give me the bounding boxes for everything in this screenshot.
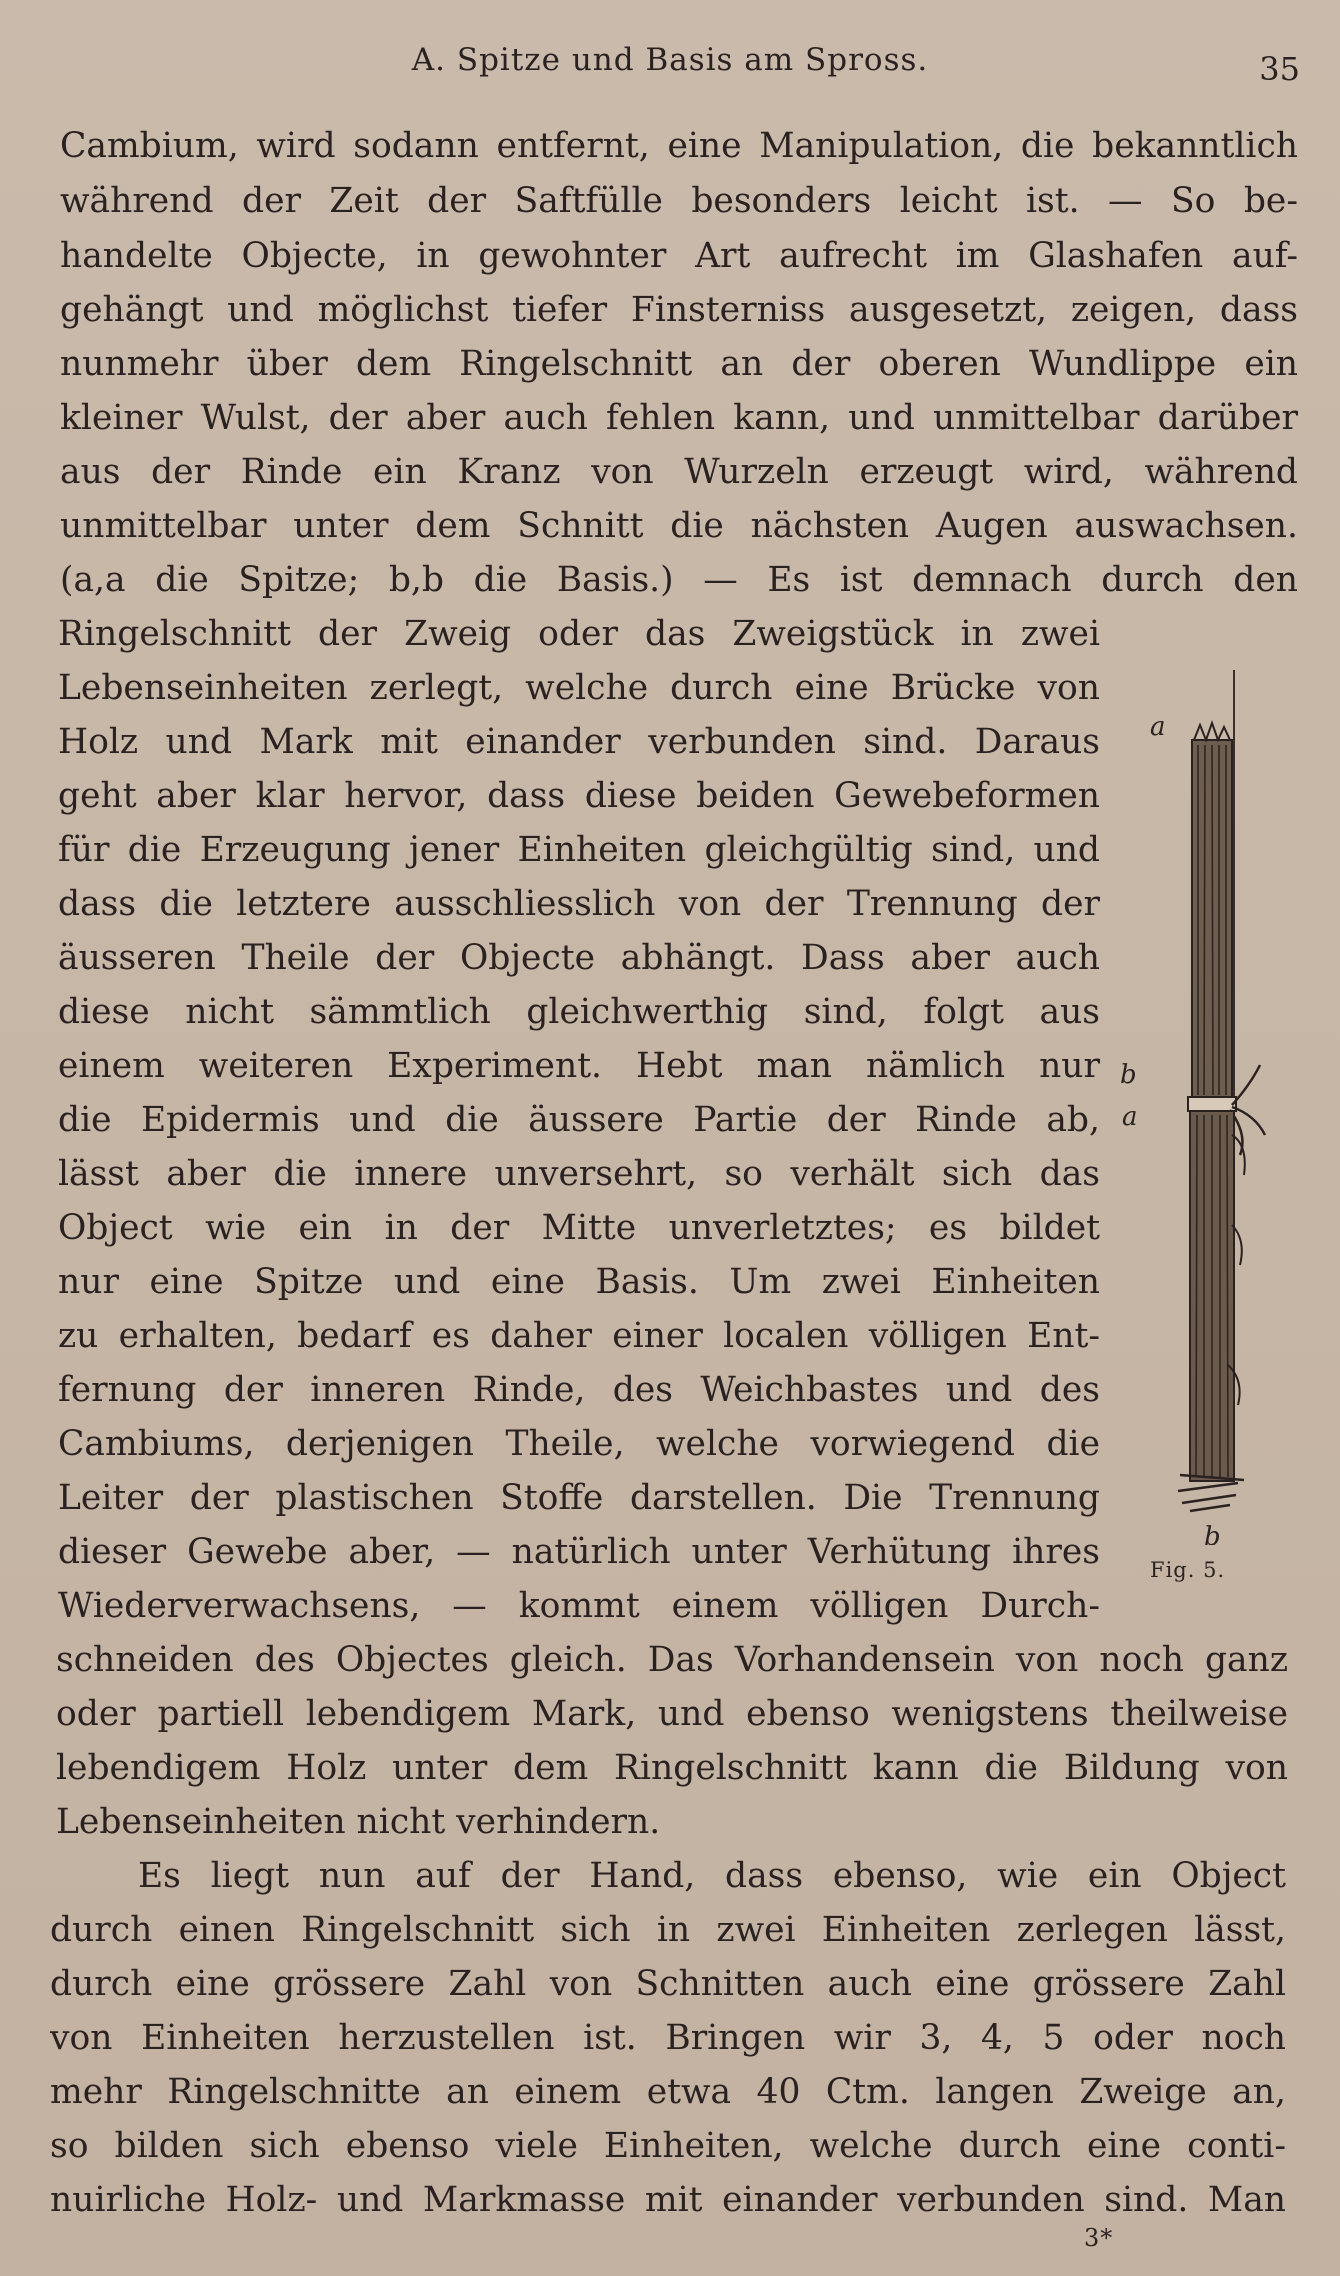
text-line: Cambiums, derjenigen Theile, welche vorwiegend die xyxy=(58,1424,1100,1464)
text-line: Object wie ein in der Mitte unverletztes; es bildet xyxy=(58,1208,1100,1248)
text-line: mehr Ringelschnitte an einem etwa 40 Ctm. langen Zweige an, xyxy=(50,2072,1286,2112)
text-line: die Epidermis und die äussere Partie der Rinde ab, xyxy=(58,1100,1100,1140)
text-line: (a,a die Spitze; b,b die Basis.) — Es ist demnach durch den xyxy=(60,560,1298,600)
ring-cut xyxy=(1188,1097,1236,1111)
text-line: kleiner Wulst, der aber auch fehlen kann, und unmittelbar darüber xyxy=(60,398,1298,438)
text-line: während der Zeit der Saftfülle besonders leicht ist. — So be- xyxy=(60,181,1298,221)
text-line: durch eine grössere Zahl von Schnitten auch eine grössere Zahl xyxy=(50,1964,1286,2004)
page-number: 35 xyxy=(1259,50,1300,88)
text-line: fernung der inneren Rinde, des Weichbastes und des xyxy=(58,1370,1100,1410)
text-line: Holz und Mark mit einander verbunden sind. Daraus xyxy=(58,722,1100,762)
text-line: nur eine Spitze und eine Basis. Um zwei Einheiten xyxy=(58,1262,1100,1302)
figure-label-b-bottom: b xyxy=(1204,1522,1221,1545)
figure-label-a-mid: a xyxy=(1122,1102,1138,1132)
text-line: gehängt und möglichst tiefer Finsterniss ausgesetzt, zeigen, dass xyxy=(60,290,1298,330)
text-line: oder partiell lebendigem Mark, und ebenso wenigstens theilweise xyxy=(56,1694,1288,1734)
text-line: nunmehr über dem Ringelschnitt an der oberen Wundlippe ein xyxy=(60,344,1298,384)
text-line: Wiederverwachsens, — kommt einem völligen Durch- xyxy=(58,1586,1100,1626)
text-line: äusseren Theile der Objecte abhängt. Dass aber auch xyxy=(58,938,1100,978)
text-line: Leiter der plastischen Stoffe darstellen. Die Trennung xyxy=(58,1478,1100,1518)
text-line: einem weiteren Experiment. Hebt man nämlich nur xyxy=(58,1046,1100,1086)
text-line: Lebenseinheiten nicht verhindern. xyxy=(56,1802,661,1842)
text-line: geht aber klar hervor, dass diese beiden Gewebeformen xyxy=(58,776,1100,816)
text-line: durch einen Ringelschnitt sich in zwei Einheiten zerlegen lässt, xyxy=(50,1910,1286,1950)
text-line: dass die letztere ausschliesslich von der Trennung der xyxy=(58,884,1100,924)
running-head: A. Spitze und Basis am Spross. xyxy=(411,42,929,78)
figure-label-a-top: a xyxy=(1150,712,1166,742)
text-line: zu erhalten, bedarf es daher einer localen völligen Ent- xyxy=(58,1316,1100,1356)
text-line: Cambium, wird sodann entfernt, eine Manipulation, die bekanntlich xyxy=(60,126,1298,166)
twig-tip xyxy=(1194,723,1230,740)
text-line: aus der Rinde ein Kranz von Wurzeln erzeugt wird, während xyxy=(60,452,1298,492)
text-line: Lebenseinheiten zerlegt, welche durch eine Brücke von xyxy=(58,668,1100,708)
signature-mark: 3* xyxy=(1084,2224,1114,2252)
text-line: für die Erzeugung jener Einheiten gleichgültig sind, und xyxy=(58,830,1100,870)
text-line: unmittelbar unter dem Schnitt die nächsten Augen auswachsen. xyxy=(60,506,1298,546)
text-line: diese nicht sämmtlich gleichwerthig sind, folgt aus xyxy=(58,992,1100,1032)
text-line: schneiden des Objectes gleich. Das Vorhandensein von noch ganz xyxy=(56,1640,1288,1680)
text-line: so bilden sich ebenso viele Einheiten, welche durch eine conti- xyxy=(50,2126,1286,2166)
figure-caption: Fig. 5. xyxy=(1150,1558,1226,1582)
figure-label-b-mid: b xyxy=(1120,1060,1137,1090)
text-line: lebendigem Holz unter dem Ringelschnitt kann die Bildung von xyxy=(56,1748,1288,1788)
text-line: Es liegt nun auf der Hand, dass ebenso, wie ein Object xyxy=(138,1856,1286,1896)
text-line: von Einheiten herzustellen ist. Bringen wir 3, 4, 5 oder noch xyxy=(50,2018,1286,2058)
text-line: handelte Objecte, in gewohnter Art aufrecht im Glashafen auf- xyxy=(60,236,1298,276)
text-line: nuirliche Holz- und Markmasse mit einander verbunden sind. Man xyxy=(50,2180,1286,2220)
text-line: lässt aber die innere unversehrt, so verhält sich das xyxy=(58,1154,1100,1194)
text-line: Ringelschnitt der Zweig oder das Zweigstück in zwei xyxy=(58,614,1100,654)
twig-illustration xyxy=(1120,665,1270,1545)
text-line: dieser Gewebe aber, — natürlich unter Verhütung ihres xyxy=(58,1532,1100,1572)
